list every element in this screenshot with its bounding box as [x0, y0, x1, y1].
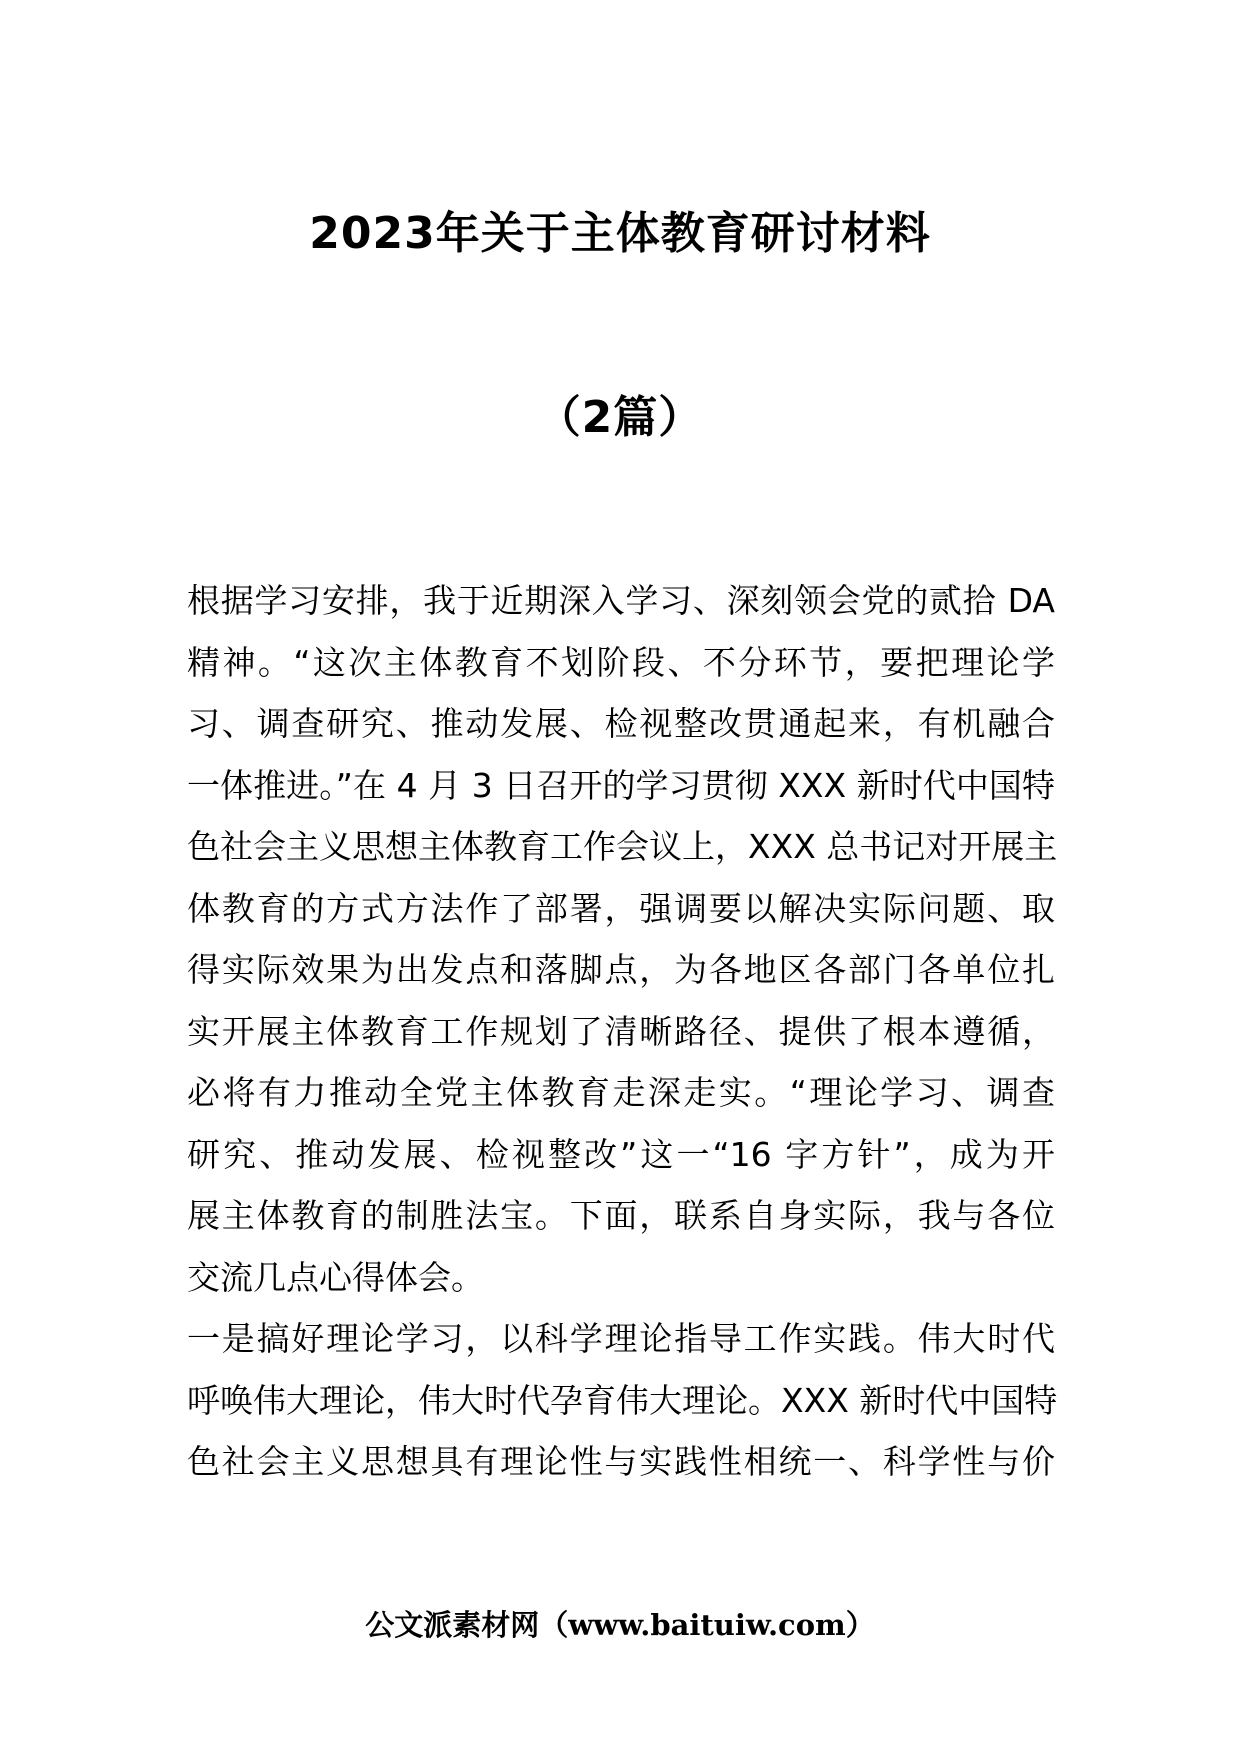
text-line: 展主体教育的制胜法宝。下面，联系自身实际，我与各位	[187, 1196, 1055, 1235]
document-body	[187, 570, 1058, 1493]
text-line: 色社会主义思想主体教育工作会议上，XXX 总书记对开展主	[187, 827, 1058, 866]
text-line: 必将有力推动全党主体教育走深走实。“理论学习、调查	[187, 1073, 1055, 1112]
paragraph-theory-study	[187, 1308, 1058, 1493]
text-line: 体教育的方式方法作了部署，强调要以解决实际问题、取	[187, 888, 1055, 928]
text-line: 实开展主体教育工作规划了清晰路径、提供了根本遵循，	[187, 1011, 1055, 1051]
text-line: 研究、推动发展、检视整改”这一“16 字方针”，成为开	[187, 1134, 1055, 1174]
paragraph-intro	[187, 570, 1058, 1308]
document-subtitle: （2篇）	[536, 392, 704, 443]
text-line: 呼唤伟大理论，伟大时代孕育伟大理论。XXX 新时代中国特	[187, 1380, 1058, 1420]
text-line: 交流几点心得体会。	[187, 1257, 484, 1297]
text-line: 一体推进。”在 4 月 3 日召开的学习贯彻 XXX 新时代中国特	[187, 765, 1055, 805]
document-title: 2023年关于主体教育研讨材料	[309, 208, 931, 259]
text-line: 色社会主义思想具有理论性与实践性相统一、科学性与价	[187, 1442, 1055, 1481]
text-line: 一是搞好理论学习，以科学理论指导工作实践。伟大时代	[187, 1319, 1055, 1358]
text-line: 精神。“这次主体教育不划阶段、不分环节，要把理论学	[187, 642, 1055, 682]
footer-source: 公文派素材网（www.baituiw.com）	[365, 1608, 875, 1642]
text-line: 根据学习安排，我于近期深入学习、深刻领会党的贰拾 DA	[187, 581, 1055, 620]
text-line: 得实际效果为出发点和落脚点，为各地区各部门各单位扎	[187, 950, 1055, 989]
text-line: 习、调查研究、推动发展、检视整改贯通起来，有机融合	[187, 704, 1055, 743]
